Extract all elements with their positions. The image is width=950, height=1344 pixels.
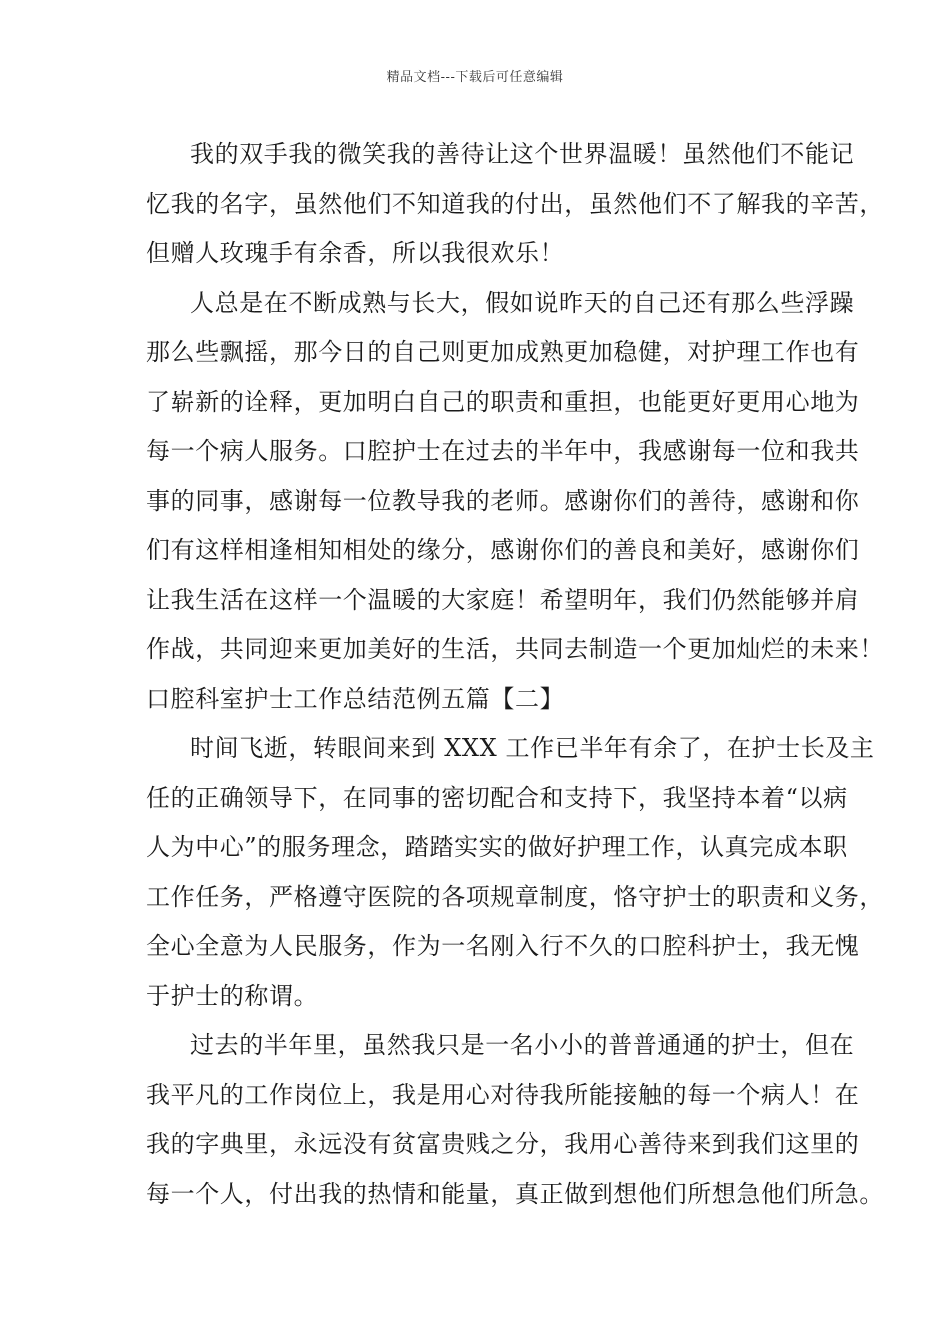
text-line: 我的双手我的微笑我的善待让这个世界温暖！虽然他们不能记 bbox=[190, 140, 855, 168]
text-line: 我的字典里，永远没有贫富贵贱之分，我用心善待来到我们这里的 bbox=[146, 1130, 860, 1158]
text-line: 口腔科室护士工作总结范例五篇【二】 bbox=[146, 684, 565, 713]
text-line: 让我生活在这样一个温暖的大家庭！希望明年，我们仍然能够并肩 bbox=[146, 585, 860, 614]
text-line: 人为中心”的服务理念，踏踏实实的做好护理工作，认真完成本职 bbox=[146, 833, 848, 861]
text-line: 任的正确领导下，在同事的密切配合和支持下，我坚持本着“以病 bbox=[146, 783, 848, 812]
text-line: 事的同事，感谢每一位教导我的老师。感谢你们的善待，感谢和你 bbox=[146, 486, 860, 515]
text-line: 过去的半年里，虽然我只是一名小小的普普通通的护士，但在 bbox=[190, 1031, 855, 1059]
text-line: 但赠人玫瑰手有余香，所以我很欢乐！ bbox=[146, 239, 565, 267]
text-line: 时间飞逝，转眼间来到 XXX 工作已半年有余了，在护士长及主 bbox=[190, 734, 875, 762]
page-header: 精品文档---下载后可任意编辑 bbox=[386, 70, 564, 85]
text-line: 工作任务，严格遵守医院的各项规章制度，恪守护士的职责和义务， bbox=[146, 882, 884, 911]
text-line: 人总是在不断成熟与长大，假如说昨天的自己还有那么些浮躁 bbox=[190, 288, 855, 317]
document-body bbox=[146, 130, 884, 1219]
text-line: 了崭新的诠释，更加明白自己的职责和重担，也能更好更用心地为 bbox=[146, 387, 860, 416]
text-line: 作战，共同迎来更加美好的生活，共同去制造一个更加灿烂的未来！ bbox=[146, 635, 884, 663]
text-line: 那么些飘摇，那今日的自己则更加成熟更加稳健，对护理工作也有 bbox=[146, 338, 860, 366]
text-line: 我平凡的工作岗位上，我是用心对待我所能接触的每一个病人！在 bbox=[146, 1080, 860, 1109]
text-line: 每一个人，付出我的热情和能量，真正做到想他们所想急他们所急。 bbox=[146, 1179, 884, 1208]
text-line: 于护士的称谓。 bbox=[146, 981, 319, 1010]
text-line: 全心全意为人民服务，作为一名刚入行不久的口腔科护士，我无愧 bbox=[146, 932, 860, 960]
text-line: 们有这样相逢相知相处的缘分，感谢你们的善良和美好，感谢你们 bbox=[146, 536, 860, 564]
text-line: 忆我的名字，虽然他们不知道我的付出，虽然他们不了解我的辛苦， bbox=[146, 189, 884, 218]
text-line: 每一个病人服务。口腔护士在过去的半年中，我感谢每一位和我共 bbox=[146, 437, 860, 465]
